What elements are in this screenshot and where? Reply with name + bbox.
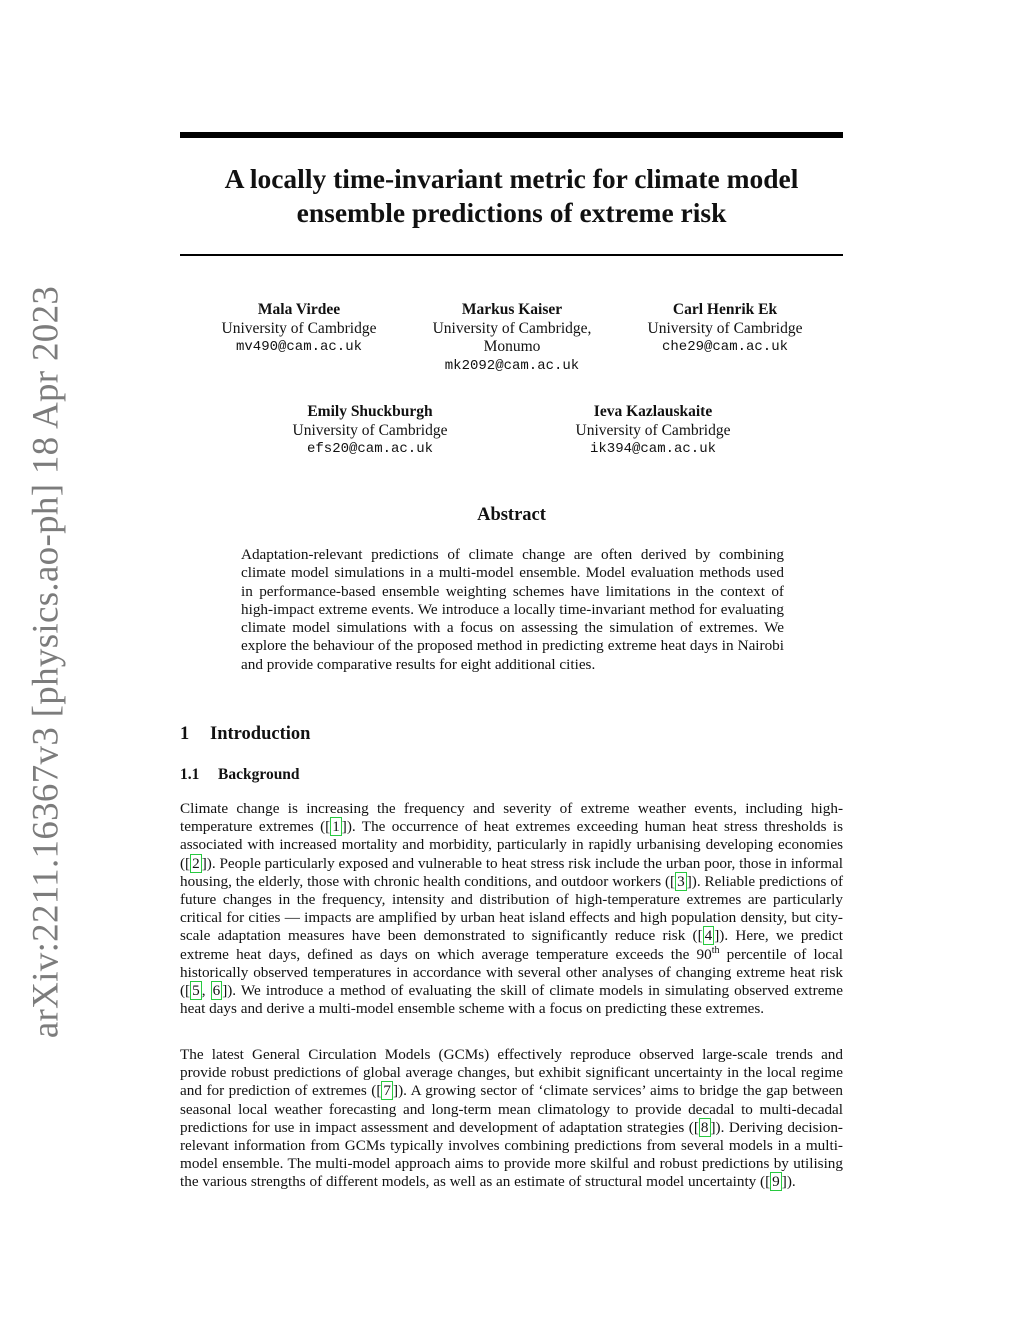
citation-link[interactable]: 5 xyxy=(192,982,200,1000)
citation-link[interactable]: 4 xyxy=(704,927,713,945)
superscript: th xyxy=(711,944,720,956)
arxiv-identifier: arXiv:2211.16367v3 [physics.ao-ph] 18 Apr 2023 xyxy=(25,285,67,1039)
paragraph-text: The latest General Circulation Models (GCMs) effectively reproduce observed large-scale trends and provide robust predictions of global average changes, but exhibit significant uncertainty in the local regime and for prediction of extremes ([ xyxy=(180,1046,843,1100)
paragraph-text: ]). Deriving decision-relevant information from GCMs typically involves combining predictions from several models in a multi-model ensemble. The multi-model approach aims to provide more skilful and robust predictions by utilising the various strengths of different models, as well as an estimate of structural model uncertainty ([ xyxy=(180,1118,843,1191)
abstract-heading: Abstract xyxy=(477,505,546,525)
title-rule-bottom xyxy=(180,254,843,256)
paragraph-text: Climate change is increasing the frequency and severity of extreme weather events, including high-temperature extremes ([ xyxy=(180,800,843,836)
section-title: Introduction xyxy=(210,724,311,744)
author-affiliation: University of Cambridge xyxy=(575,421,731,439)
author-email[interactable]: efs20@cam.ac.uk xyxy=(306,441,434,457)
author-name: Emily Shuckburgh xyxy=(307,403,433,420)
author-email[interactable]: ik394@cam.ac.uk xyxy=(589,441,717,457)
author-affiliation-secondary: Monumo xyxy=(483,338,541,355)
citation-link[interactable]: 6 xyxy=(212,982,221,1000)
abstract-text: Adaptation-relevant predictions of climate change are often derived by combining climate model simulations in a multi-model ensemble. Model evaluation methods used in performance-based ensemble weighting schemes have limitations in the context of high-impact extreme events. We introduce a locally time-invariant method for evaluating climate model simulations with a focus on assessing the simulation of extremes. We explore the behaviour of the proposed method in predicting extreme heat days in Nairobi and provide comparative results for eight additional cities. xyxy=(241,546,784,673)
author-email[interactable]: mv490@cam.ac.uk xyxy=(235,339,363,355)
paragraph-text: ]). We introduce a method of evaluating the skill of climate models in simulating observed extreme heat days and derive a multi-model ensemble scheme with a focus on predicting these extremes. xyxy=(180,982,843,1018)
subsection-title: Background xyxy=(218,766,300,783)
paragraph-text: ]). The occurrence of heat extremes exceeding human heat stress thresholds is associated with increased mortality and morbidity, particularly in rapidly urbanising developing economies ([ xyxy=(180,818,843,872)
author-block xyxy=(412,301,612,375)
paragraph-text: ]). xyxy=(781,1173,796,1191)
author-block xyxy=(553,403,753,459)
citation-link[interactable]: 9 xyxy=(772,1173,780,1191)
citation-separator: , xyxy=(201,982,211,1000)
subsection-heading xyxy=(180,766,300,784)
paragraph-text: ]). People particularly exposed and vulnerable to heat stress risk include the urban poor, those in informal housing, the elderly, those with chronic health conditions, and outdoor workers ([ xyxy=(180,854,843,890)
paragraph-text: ]). Reliable predictions of future changes in the frequency, intensity and distribution of high-temperature extremes are particularly critical for cities — impacts are amplified by urban heat island effects and high population density, but city-scale adaptation measures have been demonstrated to significantly reduce risk ([ xyxy=(180,872,843,945)
author-affiliation: University of Cambridge xyxy=(647,319,803,337)
citation-link[interactable]: 7 xyxy=(383,1082,392,1100)
author-name: Markus Kaiser xyxy=(461,301,563,318)
author-block xyxy=(199,301,399,357)
author-affiliation: University of Cambridge, xyxy=(432,319,592,337)
citation-link[interactable]: 8 xyxy=(700,1118,709,1136)
paragraph-text: percentile of local historically observed temperatures in accordance with several other analyses of changing extreme heat risk ([ xyxy=(180,945,843,1000)
citation-link[interactable]: 3 xyxy=(677,872,685,890)
body-paragraph xyxy=(180,1046,843,1192)
paper-title: A locally time-invariant metric for climate model ensemble predictions of extreme risk xyxy=(224,163,799,228)
author-name: Mala Virdee xyxy=(257,301,341,318)
author-name: Ieva Kazlauskaite xyxy=(593,403,713,420)
author-block xyxy=(625,301,825,357)
section-number: 1 xyxy=(180,724,190,744)
author-affiliation: University of Cambridge xyxy=(292,421,448,439)
author-affiliation: University of Cambridge xyxy=(221,319,377,337)
section-heading xyxy=(180,724,310,745)
author-name: Carl Henrik Ek xyxy=(672,301,778,318)
title-rule-top xyxy=(180,132,843,138)
paragraph-text: ]). Here, we predict extreme heat days, defined as days on which average temperature exceeds the 90 xyxy=(180,927,844,963)
citation-link[interactable]: 1 xyxy=(332,818,340,836)
paragraph-text: ]). A growing sector of ‘climate services’ aims to bridge the gap between seasonal local weather forecasting and long-term mean climatology to provide decadal to multi-decadal predictions for use in impact assessment and development of adaptation strategies ([ xyxy=(180,1082,844,1136)
author-block xyxy=(270,403,470,459)
author-email[interactable]: che29@cam.ac.uk xyxy=(661,339,789,355)
body-paragraph xyxy=(180,800,843,1018)
citation-link[interactable]: 2 xyxy=(192,854,200,872)
author-email[interactable]: mk2092@cam.ac.uk xyxy=(444,357,580,374)
subsection-number: 1.1 xyxy=(180,766,200,783)
